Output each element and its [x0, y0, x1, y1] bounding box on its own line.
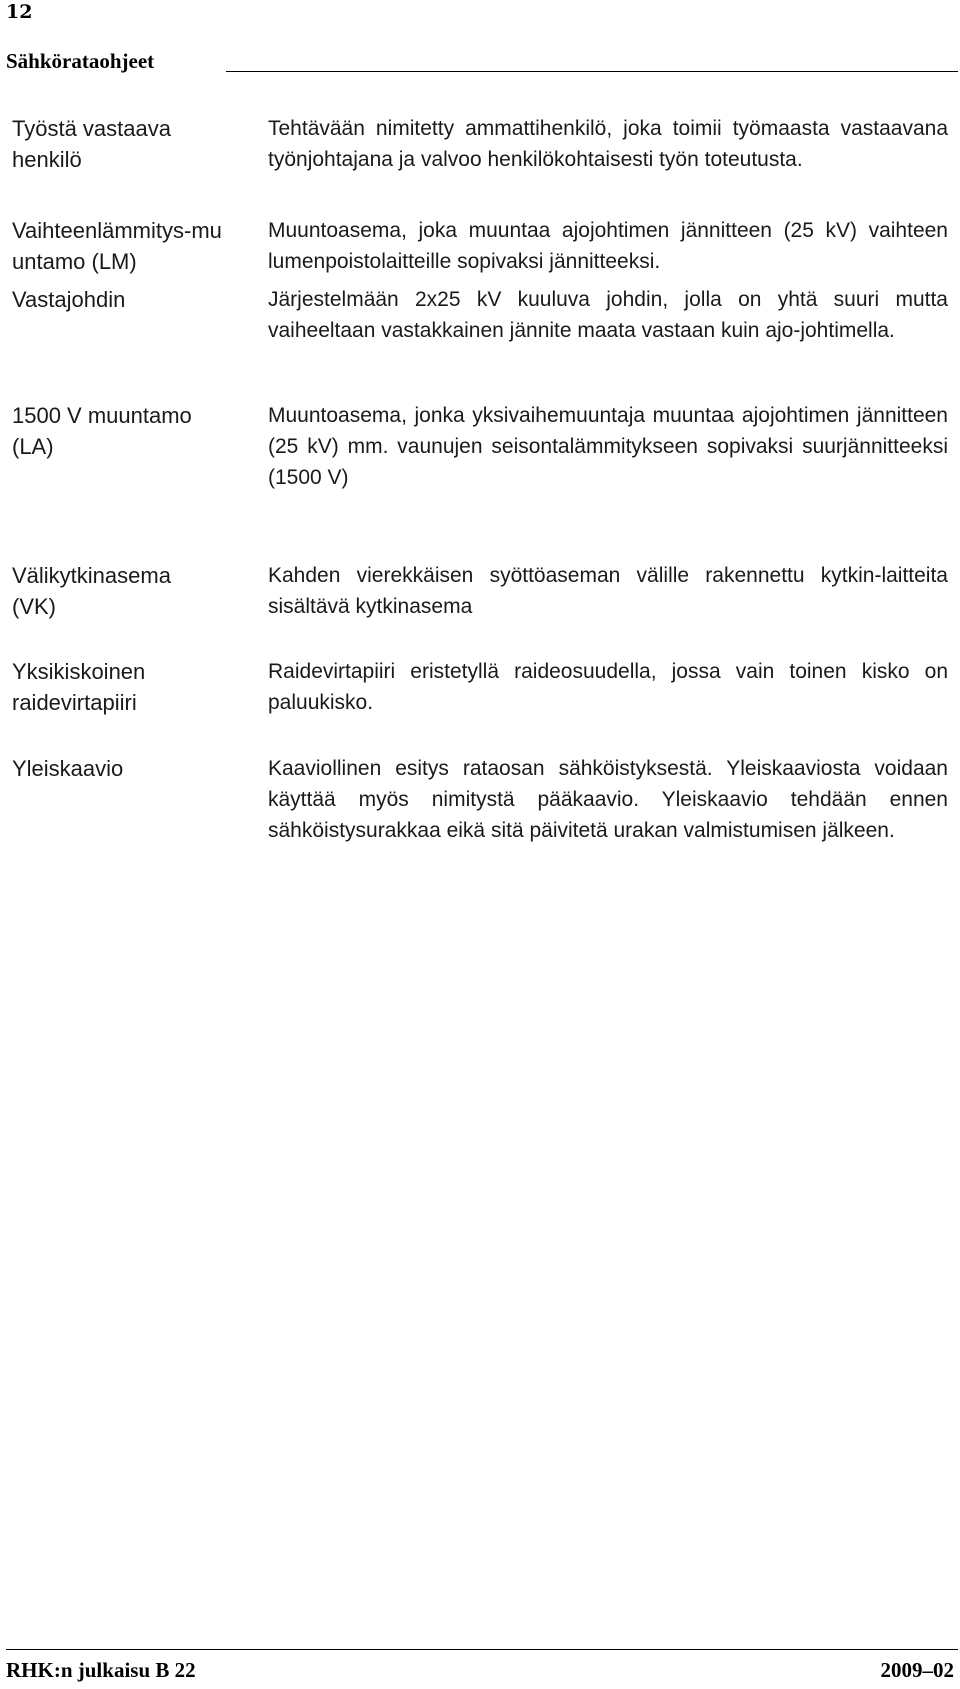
glossary-definition: Järjestelmään 2x25 kV kuuluva johdin, jolla on yhtä suuri mutta vaiheeltaan vastakkainen jännite maata vastaan kuin ajo-johtimella.: [268, 288, 948, 342]
glossary-term: Yleiskaavio: [12, 756, 124, 781]
document-title: Sähkörataohjeet: [6, 49, 155, 73]
footer-publication: RHK:n julkaisu B 22: [6, 1658, 196, 1682]
glossary-definition: Muuntoasema, joka muuntaa ajojohtimen jännitteen (25 kV) vaihteen lumenpoistolaitteille sopivaksi jännitteeksi.: [268, 219, 948, 273]
glossary-term: Vaihteenlämmitys-muuntamo (LM): [12, 218, 222, 274]
glossary-term: Välikytkinasema (VK): [12, 563, 171, 619]
glossary-definition: Muuntoasema, jonka yksivaihemuuntaja muuntaa ajojohtimen jännitteen (25 kV) mm. vaunujen seisontalämmitykseen sopivaksi suurjännitteeksi (1500 V): [268, 404, 948, 489]
glossary-term: Vastajohdin: [12, 287, 126, 312]
footer-date: 2009–02: [880, 1658, 954, 1682]
glossary-definition: Raidevirtapiiri eristetyllä raideosuudella, jossa vain toinen kisko on paluukisko.: [268, 660, 948, 714]
glossary-term: Työstä vastaava henkilö: [12, 116, 171, 172]
glossary-definition: Kaaviollinen esitys rataosan sähköistyksestä. Yleiskaaviosta voidaan käyttää myös nimitystä pääkaavio. Yleiskaavio tehdään ennen sähköistysurakkaa eikä sitä päivitetä urakan valmistumisen jälkeen.: [268, 757, 948, 842]
glossary-definition: Kahden vierekkäisen syöttöaseman välille rakennettu kytkin-laitteita sisältävä kytkinasema: [268, 564, 948, 618]
footer-rule: [6, 1649, 958, 1650]
header-rule: [226, 71, 958, 72]
glossary-term: Yksikiskoinen raidevirtapiiri: [12, 659, 146, 715]
page-number: 12: [6, 1, 33, 23]
glossary-term: 1500 V muuntamo (LA): [12, 403, 192, 459]
glossary-definition: Tehtävään nimitetty ammattihenkilö, joka toimii työmaasta vastaavana työnjohtajana ja valvoo henkilökohtaisesti työn toteutusta.: [268, 117, 948, 171]
